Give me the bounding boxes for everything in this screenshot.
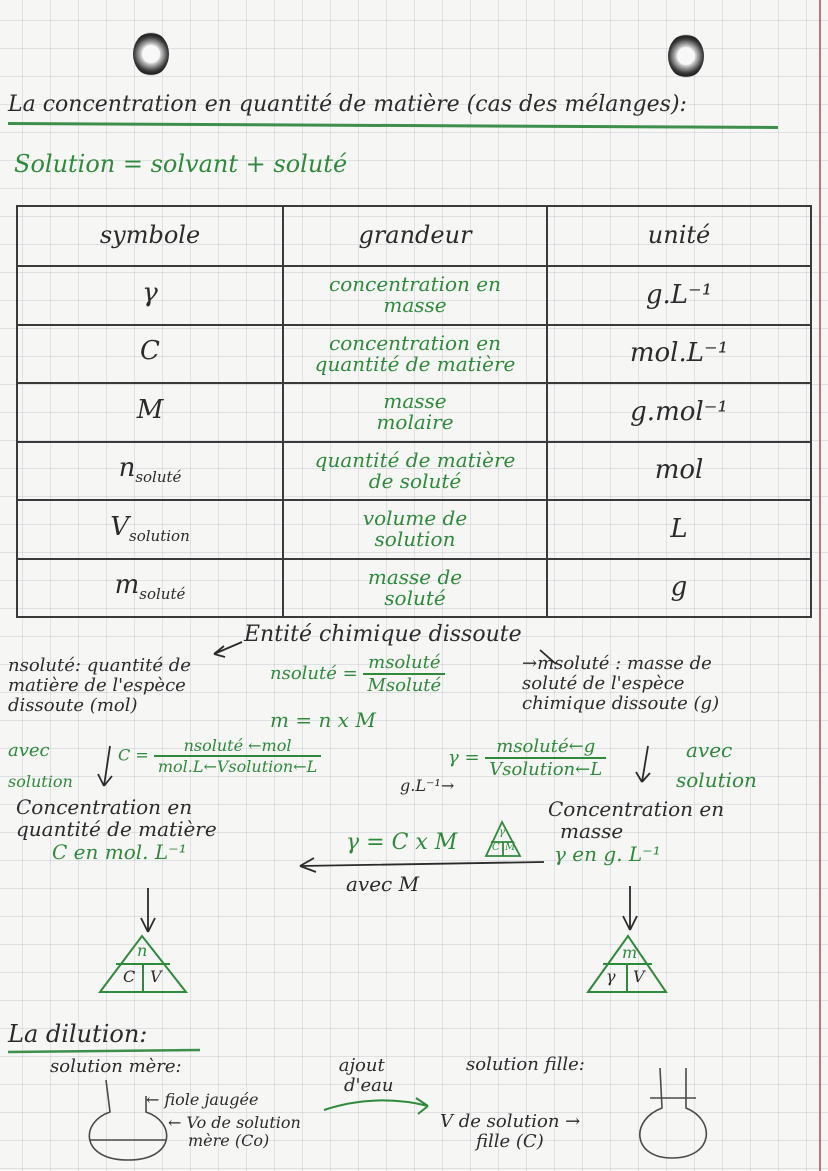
c-formula xyxy=(118,736,321,776)
left-solution: solution xyxy=(8,772,73,791)
row-symbol xyxy=(17,383,283,442)
n-definition-line: dissoute (mol) xyxy=(8,695,138,717)
quantity-line: volume de xyxy=(362,506,468,531)
gamma-formula-denominator: Vsolution←L xyxy=(489,759,603,780)
m-definition xyxy=(522,654,719,714)
mother-solution-label: solution mère: xyxy=(50,1056,182,1077)
symbol: γ xyxy=(142,277,158,308)
v-label-line: V de solution → xyxy=(440,1111,581,1132)
row-unit: mol xyxy=(547,442,811,501)
v-label-line: fille (C) xyxy=(476,1131,544,1153)
gamma-formula xyxy=(448,736,606,780)
symbol: m xyxy=(114,570,140,601)
vo-label-line: ← Vo de solution xyxy=(168,1113,301,1132)
header-quantity: grandeur xyxy=(283,206,547,266)
gamma-formula-fraction xyxy=(485,736,606,780)
row-unit: mol.L⁻¹ xyxy=(547,325,811,384)
n-definition xyxy=(8,656,191,716)
c-concept-line: Concentration en xyxy=(16,795,193,819)
c-concept-line: quantité de matière xyxy=(16,817,217,842)
table-row xyxy=(17,383,811,442)
tri-small-top: γ xyxy=(499,827,505,838)
relation-avec: avec M xyxy=(346,872,420,896)
m-definition-line: chimique dissoute (g) xyxy=(522,693,720,715)
quantity-line: quantité de matière xyxy=(314,351,516,376)
header-unit: unité xyxy=(547,206,811,266)
row-symbol xyxy=(17,266,283,325)
n-definition-line: nsoluté: quantité de xyxy=(8,655,191,676)
tri-small-br: M xyxy=(505,842,516,853)
row-unit: L xyxy=(547,500,811,559)
c-concept xyxy=(16,796,217,863)
quantity-line: concentration en xyxy=(329,272,501,297)
c-formula-fraction xyxy=(154,736,321,776)
table-header-row xyxy=(17,206,811,266)
quantity-line: solution xyxy=(374,527,456,552)
symbol: n xyxy=(118,453,136,484)
row-symbol xyxy=(17,500,283,559)
left-triangle-arrow xyxy=(141,888,155,932)
quantity-line: quantité de matière xyxy=(314,447,516,472)
gamma-concept-line: Concentration en xyxy=(548,797,725,821)
row-quantity xyxy=(283,500,547,559)
c-formula-numerator: nsoluté ←mol xyxy=(154,736,321,757)
table-row xyxy=(17,442,811,501)
gamma-formula-numerator: msoluté←g xyxy=(485,736,606,759)
symbol-subscript: solution xyxy=(129,526,190,545)
m-formula: m = n x M xyxy=(270,708,376,732)
quantity-line: molaire xyxy=(376,410,454,435)
v-label xyxy=(440,1112,580,1152)
symbol: C xyxy=(140,336,160,367)
binder-hole-right xyxy=(668,34,704,78)
row-unit: g.mol⁻¹ xyxy=(547,383,811,442)
ajout-label-line: d'eau xyxy=(344,1075,394,1097)
table-row xyxy=(17,559,811,618)
tri-left-br: V xyxy=(150,967,162,986)
quantity-line: soluté xyxy=(384,585,446,610)
tri-right-br: V xyxy=(633,967,645,986)
gamma-concept-unit: γ en g. L⁻¹ xyxy=(554,841,661,866)
dilution-title: La dilution: xyxy=(8,1020,148,1048)
table-row xyxy=(17,500,811,559)
gamma-concept-line: masse xyxy=(560,819,624,844)
c-concept-unit: C en mol. L⁻¹ xyxy=(52,839,187,864)
m-definition-line: soluté de l'espèce xyxy=(522,673,685,695)
daughter-flask xyxy=(640,1068,707,1158)
flask-label: ← fiole jaugée xyxy=(146,1090,259,1109)
row-quantity xyxy=(283,559,547,618)
tri-small-bl: C xyxy=(492,842,500,853)
n-formula-lhs: nsoluté = xyxy=(270,663,358,684)
dilution-underline xyxy=(8,1050,200,1052)
row-symbol xyxy=(17,559,283,618)
n-formula-numerator: msoluté xyxy=(363,652,445,675)
c-formula-denominator: mol.L←Vsolution←L xyxy=(157,757,318,776)
right-solution: solution xyxy=(676,768,757,792)
daughter-solution-label: solution fille: xyxy=(466,1054,585,1075)
row-symbol xyxy=(17,325,283,384)
vo-label-line: mère (Co) xyxy=(188,1130,270,1150)
relation-arrow xyxy=(300,858,544,872)
tri-left-bl: C xyxy=(123,967,136,986)
g-unit: g.L⁻¹→ xyxy=(400,776,455,795)
quantity-line: masse de xyxy=(367,564,463,589)
n-definition-line: matière de l'espèce xyxy=(8,675,186,697)
c-formula-lhs: C = xyxy=(118,745,149,765)
solution-definition: Solution = solvant + soluté xyxy=(14,150,348,178)
page-title: La concentration en quantité de matière (cas des mélanges): xyxy=(8,92,687,117)
left-down-arrow xyxy=(98,746,112,786)
tri-left-top: n xyxy=(137,941,148,960)
row-quantity xyxy=(283,383,547,442)
row-unit: g xyxy=(547,559,811,618)
right-avec: avec xyxy=(686,738,733,762)
symbol-subscript: soluté xyxy=(139,585,186,604)
entity-arrow-left xyxy=(214,642,242,657)
row-quantity xyxy=(283,325,547,384)
left-avec: avec xyxy=(8,740,50,761)
entity-label: Entité chimique dissoute xyxy=(244,622,522,647)
title-underline xyxy=(8,122,778,129)
row-unit: g.L⁻¹ xyxy=(547,266,811,325)
ajout-label xyxy=(330,1056,393,1096)
binder-hole-left xyxy=(133,32,169,76)
n-formula xyxy=(270,652,445,696)
table-row xyxy=(17,325,811,384)
right-triangle-arrow xyxy=(623,886,637,930)
row-symbol xyxy=(17,442,283,501)
quantity-line: masse xyxy=(383,293,447,318)
quantity-line: de soluté xyxy=(368,468,462,493)
quantity-line: concentration en xyxy=(329,330,501,355)
gamma-formula-lhs: γ = xyxy=(448,747,480,768)
m-definition-line: →msoluté : masse de xyxy=(522,653,712,674)
table-row xyxy=(17,266,811,325)
row-quantity xyxy=(283,442,547,501)
quantities-table xyxy=(16,205,812,618)
n-formula-denominator: Msoluté xyxy=(367,675,442,696)
vo-label xyxy=(168,1114,301,1150)
relation-formula: γ = C x M xyxy=(346,830,458,855)
ajout-arrow xyxy=(324,1098,428,1114)
row-quantity xyxy=(283,266,547,325)
quantity-line: masse xyxy=(383,389,447,414)
symbol: M xyxy=(136,394,164,425)
n-formula-fraction xyxy=(363,652,445,696)
tri-right-top: m xyxy=(622,943,638,962)
gamma-concept xyxy=(548,798,724,865)
header-symbol: symbole xyxy=(17,206,283,266)
tri-right-bl: γ xyxy=(606,967,616,986)
symbol-subscript: soluté xyxy=(135,468,182,487)
right-down-arrow xyxy=(636,746,650,782)
ajout-label-line: ajout xyxy=(338,1055,385,1076)
symbol: V xyxy=(110,511,130,542)
